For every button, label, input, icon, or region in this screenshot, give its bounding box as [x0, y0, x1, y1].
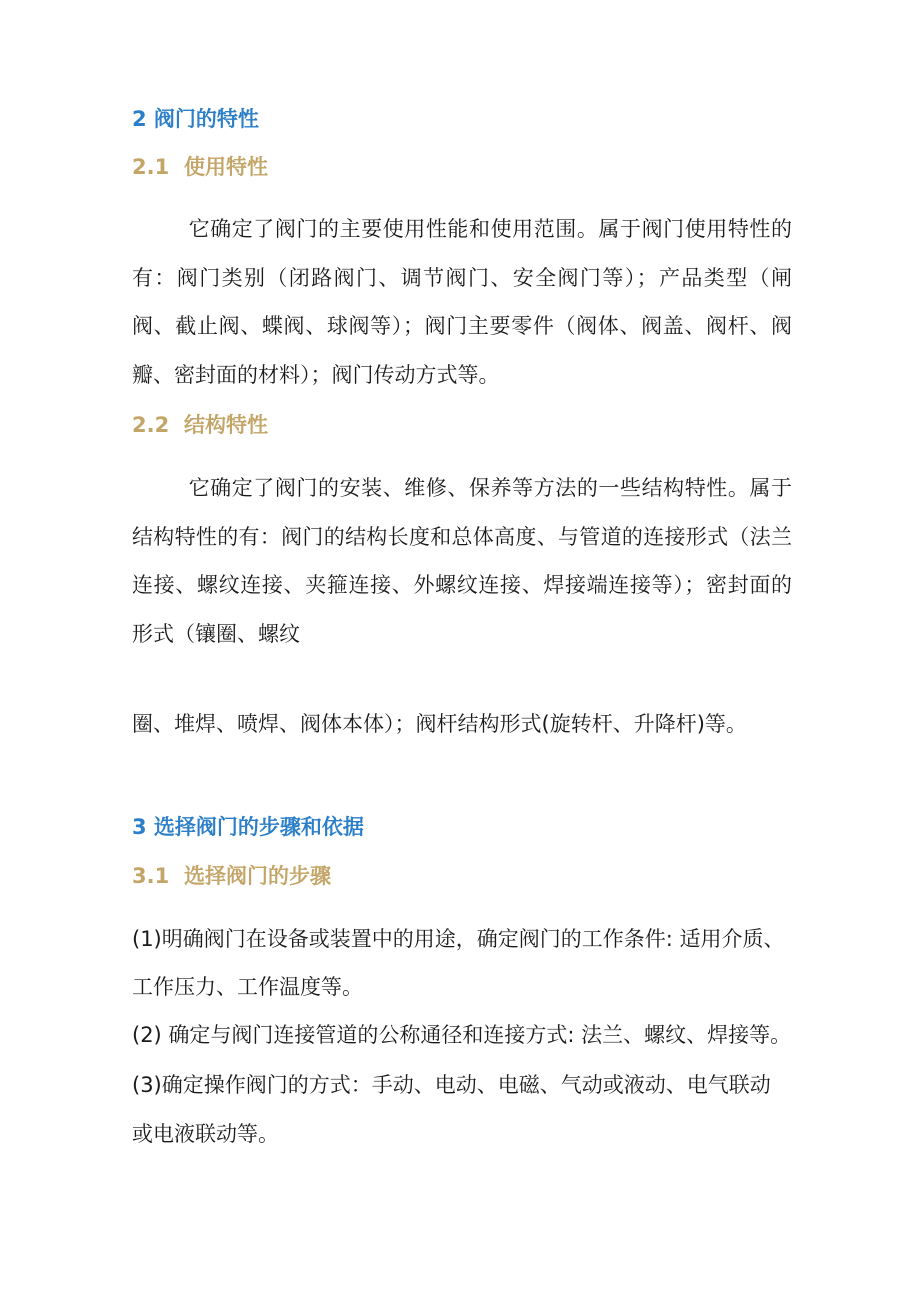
paragraph-usage-characteristics — [132, 205, 792, 399]
section-heading-3: 3 选择阀门的步骤和依据 — [132, 815, 364, 839]
subsection-title: 结构特性 — [184, 413, 268, 437]
step-3-line-1: (3)确定操作阀门的方式：手动、电动、电磁、气动或液动、电气联动 — [132, 1073, 771, 1097]
paragraph-text: 它确定了阀门的安装、维修、保养等方法的一些结构特性。属于结构特性的有：阀门的结构长度和总体高度、与管道的连接形式（法兰连接、螺纹连接、夹箍连接、外螺纹连接、焊接端连接等）；密封面的形式（镶圈、螺纹 — [132, 476, 792, 646]
subsection-title: 使用特性 — [184, 155, 268, 179]
subsection-number: 3.1 — [132, 864, 170, 888]
step-3-line-2: 或电液联动等。 — [132, 1122, 279, 1146]
step-1-line-2: 工作压力、工作温度等。 — [132, 975, 363, 999]
subsection-number: 2.1 — [132, 155, 170, 179]
step-2-line-1: (2) 确定与阀门连接管道的公称通径和连接方式: 法兰、螺纹、焊接等。 — [132, 1023, 792, 1047]
section-heading-2: 2 阀门的特性 — [132, 107, 259, 131]
subsection-title: 选择阀门的步骤 — [184, 864, 331, 888]
subsection-heading-2-2 — [132, 409, 268, 439]
subsection-heading-2-1 — [132, 151, 268, 181]
paragraph-structure-characteristics — [132, 464, 792, 658]
paragraph-continuation: 圈、堆焊、喷焊、阀体本体）；阀杆结构形式(旋转杆、升降杆)等。 — [132, 712, 747, 736]
step-1-line-1: (1)明确阀门在设备或装置中的用途，确定阀门的工作条件: 适用介质、 — [132, 927, 785, 951]
subsection-number: 2.2 — [132, 413, 170, 437]
subsection-heading-3-1 — [132, 860, 331, 890]
paragraph-text: 它确定了阀门的主要使用性能和使用范围。属于阀门使用特性的有：阀门类别（闭路阀门、调节阀门、安全阀门等）；产品类型（闸阀、截止阀、蝶阀、球阀等）；阀门主要零件（阀体、阀盖、阀杆、阀瓣、密封面的材料）；阀门传动方式等。 — [132, 217, 792, 387]
